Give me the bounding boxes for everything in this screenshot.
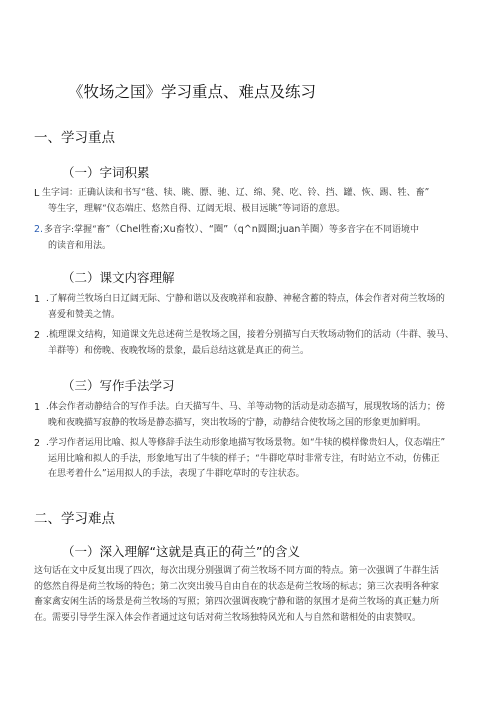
item-number: 2 (34, 438, 41, 449)
item-number: 1 (34, 402, 41, 413)
item-text: 多音字:掌握“畜” (44, 225, 111, 235)
item-text: 等多音字在不同语境中 (328, 225, 419, 235)
paragraph-line: 的悠然自得是荷兰牧场的特色；第二次突出骏马自由自在的状态是荷兰牧场的标志；第三次表明各种家 (34, 581, 440, 592)
list-item (34, 222, 474, 254)
item-text: 的读音和用法。 (48, 240, 112, 251)
item-text: .了解荷兰牧场白日辽阔无际、宁静和谐以及夜晚祥和寂静、神秘含蓄的特点，体会作者对荷兰牧场的 (46, 294, 445, 304)
paragraph (34, 564, 474, 626)
item-text: 晚和夜晚描写寂静的牧场是静态描写，突出牧场的宁静，动静结合使牧场之国的形象更加鲜明。 (48, 417, 427, 428)
subsection-heading-meaning: （一）深入理解“这就是真正的荷兰”的含义 (62, 544, 300, 559)
list-item (34, 436, 474, 483)
paragraph-line: 在。需要引导学生深入体会作者通过这句话对荷兰牧场独特风光和人与自然和谐相处的由衷赞叹。 (34, 612, 422, 623)
item-text: .体会作者动静结合的写作手法。白天描写牛、马、羊等动物的活动是动态描写，展现牧场的活力；傍 (46, 402, 445, 412)
item-text: .梳理课文结构，知道课文先总述荷兰是牧场之国，接着分别描写白天牧场动物们的活动（牛群、骏马、 (46, 330, 454, 340)
document-title: 《牧场之国》学习重点、难点及练习 (68, 83, 317, 101)
paragraph-line: 这句话在文中反复出现了四次，每次出现分别强调了荷兰牧场不同方面的特点。第一次强调了牛群生活 (34, 566, 440, 576)
paragraph-line: 畜家禽安闲生活的场景是荷兰牧场的写照；第四次强调夜晚宁静和谐的氛围才是荷兰牧场的真正魅力所 (34, 597, 440, 607)
section-heading-difficulties: 二、学习难点 (34, 511, 115, 527)
item-text: 在思考着什么”运用拟人的手法，表现了牛群吃草时的专注状态。 (48, 469, 305, 479)
item-text: （Chel牲畜;Xu畜牧）、“圈”（q^n圆圈;juan羊圈） (110, 224, 329, 235)
list-item (34, 400, 474, 431)
subsection-heading-vocabulary: （一）字词积累 (62, 165, 150, 180)
item-number: 1 (34, 294, 41, 305)
list-item (34, 328, 474, 359)
list-item (34, 292, 474, 323)
item-number: 2 (34, 330, 41, 341)
item-text: 等生字，理解“仪态端庄、悠然自得、辽阔无垠、极目远眺”等词语的意思。 (48, 203, 346, 214)
item-text: 羊群等）和傍晚、夜晚牧场的景象，最后总结这就是真正的荷兰。 (48, 345, 310, 356)
section-heading-key-points: 一、学习重点 (34, 130, 115, 146)
subsection-heading-content: （二）课文内容理解 (62, 270, 175, 285)
item-text: 喜爱和赞美之情。 (48, 309, 121, 320)
item-text: .学习作者运用比喻、拟人等修辞手法生动形象地描写牧场景物。如“牛犊的模样像贵妇人，仪态端庄” (46, 438, 446, 448)
item-text: 运用比喻和拟人的手法，形象地写出了牛犊的样子；“牛群吃草时非常专注，有时站立不动，仿佛正 (48, 453, 440, 464)
subsection-heading-writing: （三）写作手法学习 (62, 378, 175, 393)
item-text: 生字词：正确认读和书写“毯、犊、眺、膘、驰、辽、绵、凳、吃、铃、挡、罐、恢、踢、牲、畜” (42, 188, 430, 198)
item-number: 2. (34, 224, 44, 235)
item-number: L (34, 188, 40, 199)
list-item (34, 186, 474, 217)
